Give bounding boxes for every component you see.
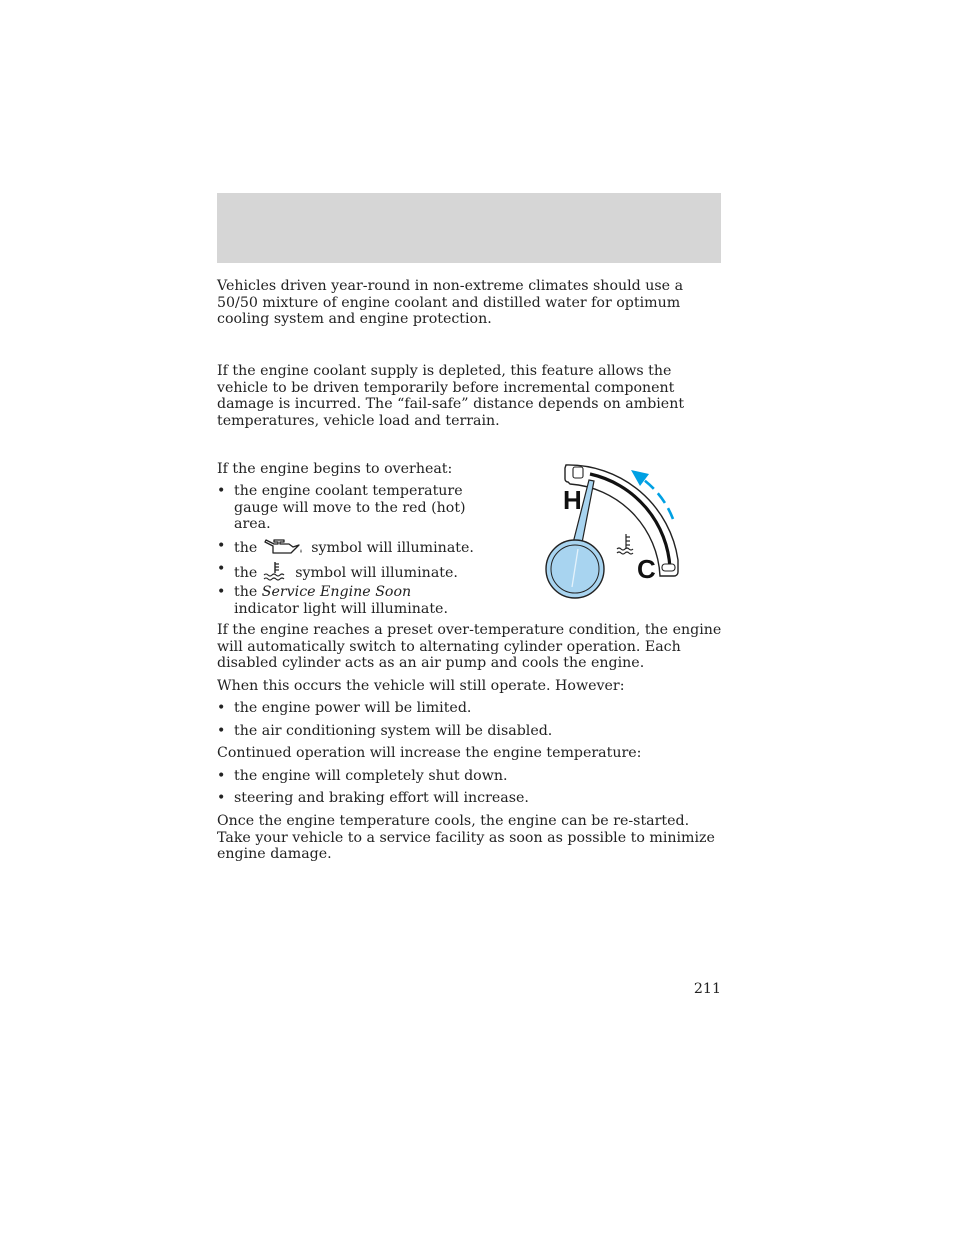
list-item: • the engine will completely shut down. — [217, 768, 508, 784]
overheat-intro: If the engine begins to overheat: — [217, 461, 453, 477]
gauge-cold-marker — [662, 564, 675, 571]
page-number: 211 — [693, 981, 721, 997]
list-item: • the symbol will illuminate. — [217, 538, 474, 561]
gauge-coolant-symbol — [617, 534, 633, 554]
coolant-temperature-icon — [263, 561, 287, 586]
gauge-hot-marker — [573, 467, 583, 478]
list-item: • the engine power will be limited. — [217, 700, 472, 716]
restart-paragraph: Once the engine temperature cools, the engine can be re-started. Take your vehicle to a service facility as soon as possible to minimize engine damage. — [217, 813, 715, 863]
intro-paragraph: Vehicles driven year-round in non-extreme climates should use a 50/50 mixture of engine coolant and distilled water for optimum cooling system and engine protection. — [217, 278, 684, 328]
gauge-hot-label: H — [563, 485, 582, 515]
over-temp-paragraph: If the engine reaches a preset over-temperature condition, the engine will automatically switch to alternating cylinder operation. Each disabled cylinder acts as an air pump and cools the engine. — [217, 622, 722, 672]
gauge-cold-label: C — [637, 554, 656, 584]
list-item: • steering and braking effort will increase. — [217, 790, 529, 806]
list-item: • the symbol will illuminate. — [217, 561, 458, 586]
temperature-gauge-illustration — [528, 456, 688, 606]
still-operate-text: When this occurs the vehicle will still operate. However: — [217, 678, 625, 694]
list-item: • the engine coolant temperature gauge will move to the red (hot) area. — [217, 483, 466, 533]
oil-can-icon — [263, 538, 303, 561]
failsafe-paragraph: If the engine coolant supply is depleted, this feature allows the vehicle to be driven temporarily before incremental component damage is incurred. The “fail-safe” distance depends on ambient temperatures, vehicle load and terrain. — [217, 363, 685, 429]
list-item: • the Service Engine Soon indicator light will illuminate. — [217, 584, 448, 617]
needle-motion-arrowhead — [631, 470, 649, 486]
list-item: • the air conditioning system will be disabled. — [217, 723, 553, 739]
section-header-band — [217, 193, 721, 263]
continued-operation-text: Continued operation will increase the engine temperature: — [217, 745, 642, 761]
